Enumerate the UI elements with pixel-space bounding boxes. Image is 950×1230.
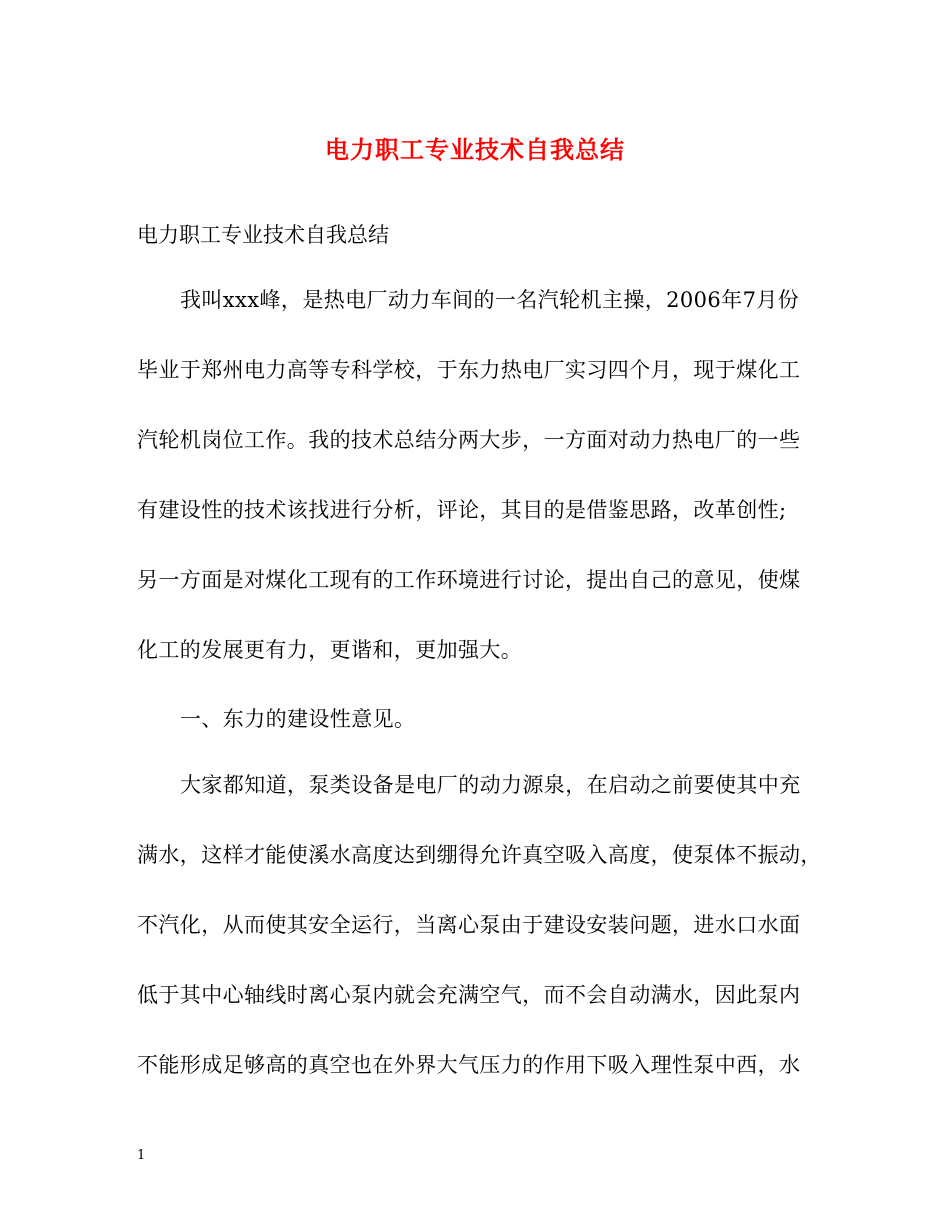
paragraph-line-11: 不能形成足够高的真空也在外界大气压力的作用下吸入理性泵中西，水 — [137, 1053, 801, 1077]
section-heading-1: 一、东力的建设性意见。 — [180, 707, 416, 731]
document-title: 电力职工专业技术自我总结 — [325, 135, 625, 164]
paragraph-line-3: 汽轮机岗位工作。我的技术总结分两大步，一方面对动力热电厂的一些 — [137, 428, 801, 452]
paragraph-line-8: 满水，这样才能使溪水高度达到绷得允许真空吸入高度，使泵体不振动， — [137, 843, 822, 867]
paragraph-line-5: 另一方面是对煤化工现有的工作环境进行讨论，提出自己的意见，使煤 — [137, 568, 801, 592]
paragraph-line-7: 大家都知道，泵类设备是电厂的动力源泉，在启动之前要使其中充 — [180, 773, 801, 797]
page-number: 1 — [137, 1148, 146, 1163]
paragraph-line-10: 低于其中心轴线时离心泵内就会充满空气，而不会自动满水，因此泵内 — [137, 983, 801, 1007]
paragraph-line-4: 有建设性的技术该找进行分析，评论，其目的是借鉴思路，改革创性; — [137, 498, 787, 522]
paragraph-line-1: 我叫xxx峰，是热电厂动力车间的一名汽轮机主操，2006年7月份 — [180, 288, 800, 312]
paragraph-line-2: 毕业于郑州电力高等专科学校，于东力热电厂实习四个月，现于煤化工 — [137, 358, 801, 382]
paragraph-line-9: 不汽化，从而使其安全运行，当离心泵由于建设安装问题，进水口水面 — [137, 913, 801, 937]
document-subtitle: 电力职工专业技术自我总结 — [137, 223, 389, 247]
paragraph-line-6: 化工的发展更有力，更谐和，更加强大。 — [137, 638, 523, 662]
